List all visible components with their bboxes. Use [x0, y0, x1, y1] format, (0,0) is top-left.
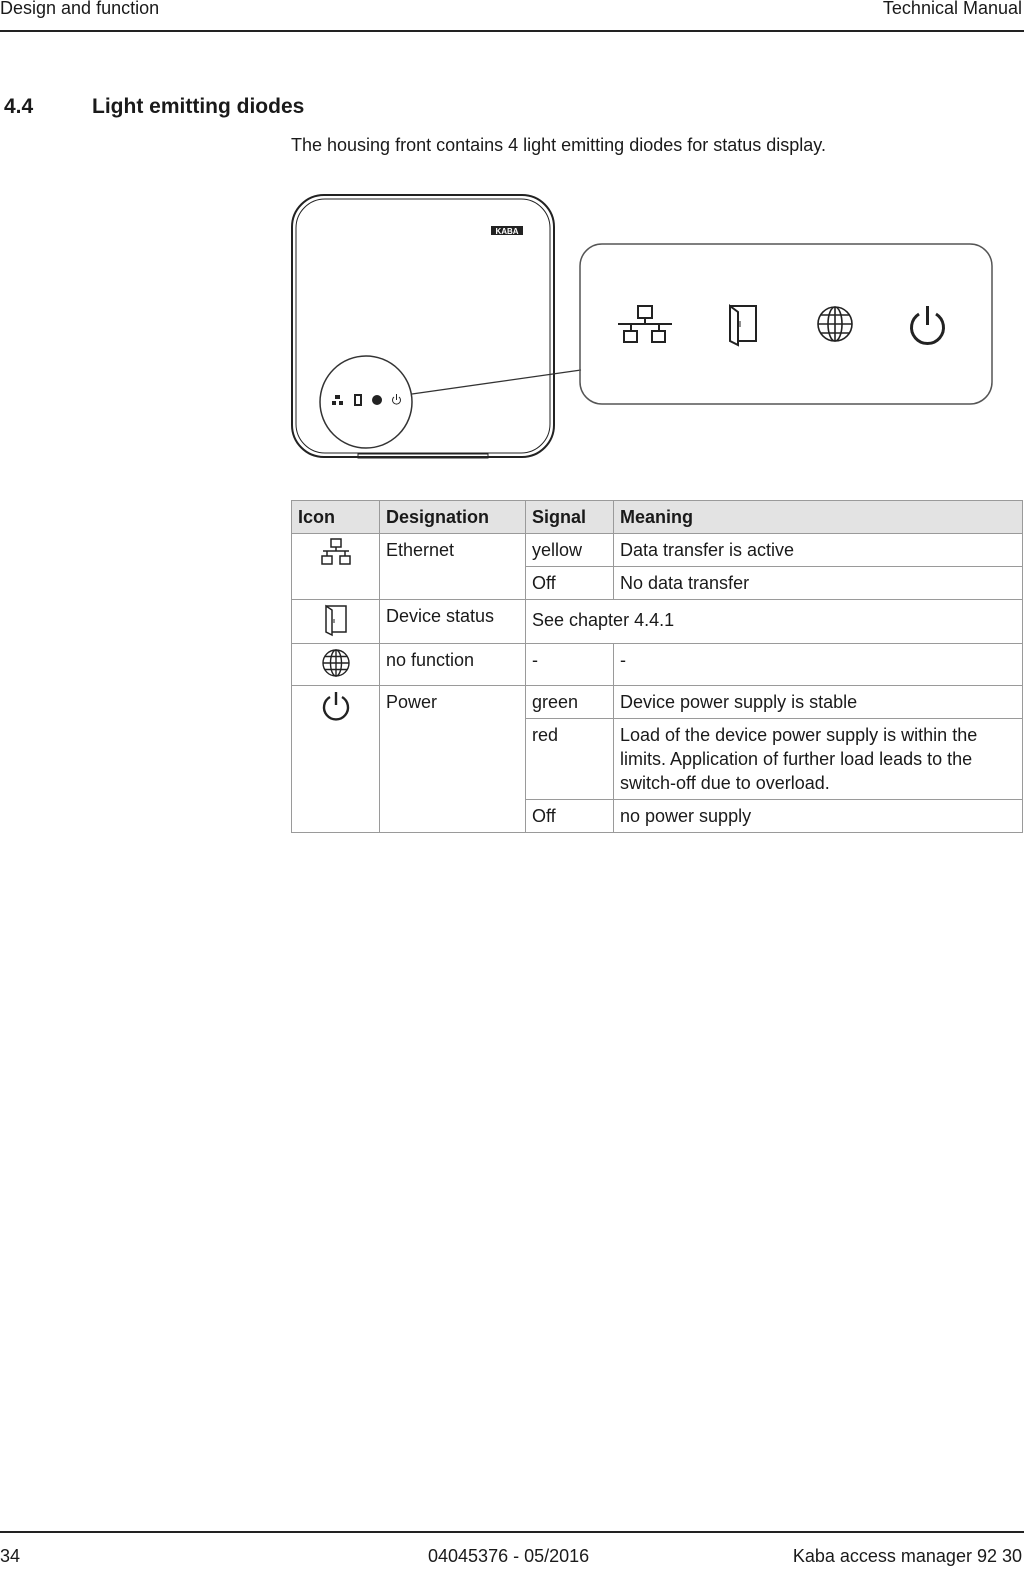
ethernet-icon: [319, 537, 353, 567]
signal-cell: red: [526, 719, 614, 800]
zoom-ethernet-icon: [618, 306, 672, 342]
signal-cell: yellow: [526, 534, 614, 567]
section-number: 4.4: [4, 95, 34, 118]
table-row: [292, 600, 1023, 644]
table-row: [292, 686, 1023, 719]
meaning-cell: See chapter 4.4.1: [526, 600, 1023, 644]
header-manual-title: Technical Manual: [882, 0, 1022, 18]
table-row: [292, 534, 1023, 567]
globe-icon: [320, 647, 352, 679]
meaning-cell: Data transfer is active: [614, 534, 1023, 567]
intro-paragraph: The housing front contains 4 light emitting diodes for status display.: [291, 135, 826, 155]
signal-cell: Off: [526, 567, 614, 600]
icon-cell: [292, 534, 380, 600]
header-icon: Icon: [292, 501, 380, 534]
meaning-cell: No data transfer: [614, 567, 1023, 600]
svg-text:KABA: KABA: [495, 227, 519, 236]
document-number: 04045376 - 05/2016: [428, 1546, 590, 1566]
meaning-cell: no power supply: [614, 800, 1023, 833]
meaning-cell: Device power supply is stable: [614, 686, 1023, 719]
icon-cell: [292, 644, 380, 686]
zoom-power-icon: [912, 306, 944, 344]
header-rule: [0, 30, 1024, 32]
icon-cell: [292, 600, 380, 644]
signal-cell: -: [526, 644, 614, 686]
header-chapter: Design and function: [0, 0, 160, 18]
small-ethernet-icon: [332, 395, 343, 405]
product-name: Kaba access manager 92 30: [792, 1546, 1022, 1566]
power-icon: [320, 689, 352, 721]
small-power-icon: [393, 394, 401, 404]
designation-ethernet: Ethernet: [380, 534, 526, 600]
meaning-cell: Load of the device power supply is within the limits. Application of further load leads to the switch-off due to overload.: [614, 719, 1023, 800]
meaning-cell: -: [614, 644, 1023, 686]
icon-cell: [292, 686, 380, 833]
device-illustration: [288, 190, 998, 465]
door-icon: [321, 603, 351, 637]
section-title: Light emitting diodes: [92, 95, 305, 118]
header-signal: Signal: [526, 501, 614, 534]
designation-device-status: Device status: [380, 600, 526, 644]
table-row: [292, 644, 1023, 686]
signal-cell: Off: [526, 800, 614, 833]
header-meaning: Meaning: [614, 501, 1023, 534]
designation-no-function: no function: [380, 644, 526, 686]
kaba-logo: [491, 226, 523, 236]
small-door-icon: [355, 395, 361, 405]
footer-rule: [0, 1531, 1024, 1533]
signal-cell: green: [526, 686, 614, 719]
designation-power: Power: [380, 686, 526, 833]
led-table: [291, 500, 1023, 833]
page-number: 34: [0, 1546, 21, 1566]
small-globe-icon: [372, 395, 382, 405]
table-header-row: [292, 501, 1023, 534]
zoom-globe-icon: [818, 307, 852, 341]
header-designation: Designation: [380, 501, 526, 534]
zoom-door-icon: [730, 306, 756, 345]
